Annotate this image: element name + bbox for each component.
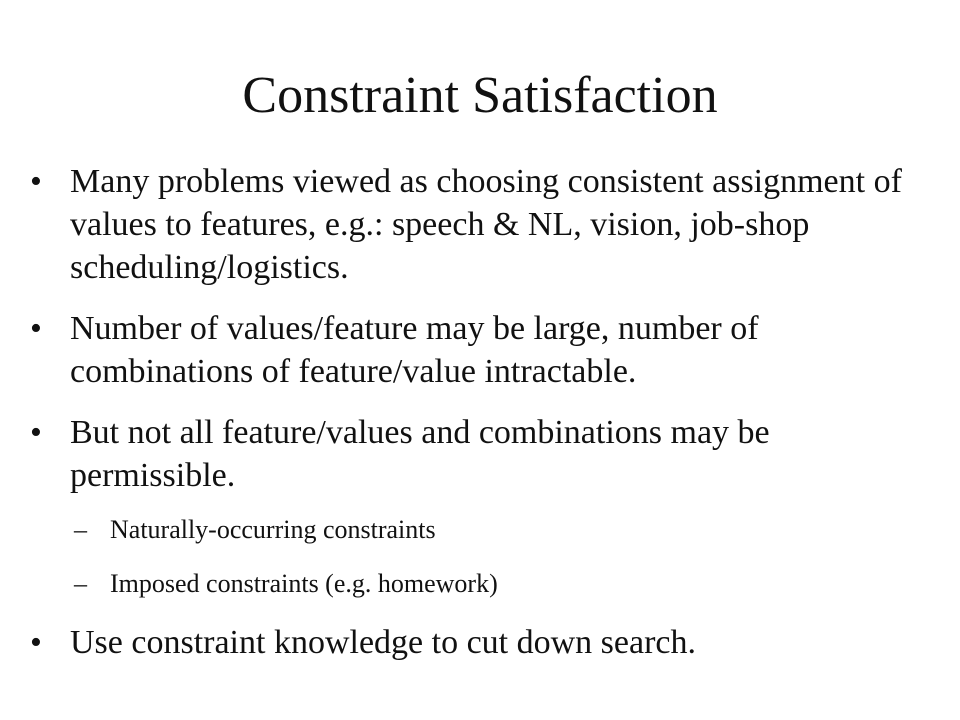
bullet-item xyxy=(30,621,930,664)
bullet-text: But not all feature/values and combinations may be permissible. xyxy=(70,414,770,494)
sub-bullet-item xyxy=(74,567,930,601)
bullet-marker: • xyxy=(30,624,42,661)
sub-bullet-item xyxy=(74,513,930,547)
sub-bullet-list xyxy=(70,513,930,601)
sub-bullet-text: Imposed constraints (e.g. homework) xyxy=(110,569,498,598)
bullet-item xyxy=(30,411,930,601)
bullet-text: Use constraint knowledge to cut down search. xyxy=(70,624,696,661)
bullet-list xyxy=(30,160,930,682)
bullet-text: Many problems viewed as choosing consistent assignment of values to features, e.g.: speech & NL, vision, job-shop scheduling/logistics. xyxy=(70,163,902,286)
sub-bullet-text: Naturally-occurring constraints xyxy=(110,515,436,544)
bullet-item xyxy=(30,307,930,393)
bullet-marker: • xyxy=(30,163,42,200)
bullet-item xyxy=(30,160,930,289)
sub-bullet-marker: – xyxy=(74,515,87,544)
bullet-marker: • xyxy=(30,414,42,451)
slide-title: Constraint Satisfaction xyxy=(242,67,718,124)
bullet-marker: • xyxy=(30,310,42,347)
sub-bullet-marker: – xyxy=(74,569,87,598)
bullet-text: Number of values/feature may be large, number of combinations of feature/value intractable. xyxy=(70,310,759,390)
